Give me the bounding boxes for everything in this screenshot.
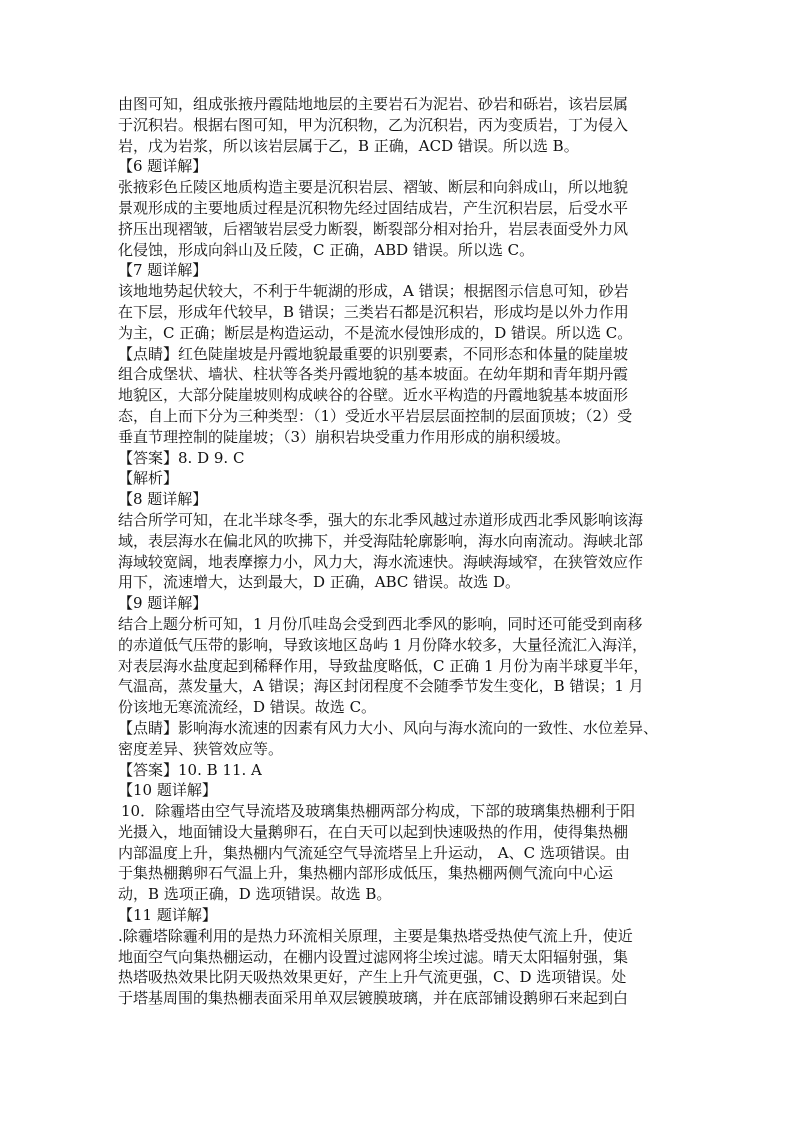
answer-line: 【答案】10. B 11. A xyxy=(118,760,262,779)
text-line: 于塔基周围的集热棚表面采用单双层镀膜玻璃，并在底部铺设鹅卵石来起到白 xyxy=(118,989,629,1008)
text-line: 用下，流速增大，达到最大，D 正确，ABC 错误。故选 D。 xyxy=(118,573,520,592)
text-line: 化侵蚀，形成向斜山及丘陵，C 正确，ABD 错误。所以选 C。 xyxy=(118,240,535,259)
text-line: 结合上题分析可知，1 月份爪哇岛会受到西北季风的影响，同时还可能受到南移 xyxy=(118,614,643,633)
text-line: 态，自上而下分为三种类型：（1）受近水平岩层层面控制的层面顶坡；（2）受 xyxy=(118,406,633,425)
text-line: 内部温度上升，集热棚内气流延空气导流塔呈上升运动， A、C 选项错误。由 xyxy=(118,843,630,862)
text-line: 该地地势起伏较大，不利于牛轭湖的形成，A 错误；根据图示信息可知，砂岩 xyxy=(118,282,629,301)
text-line: 于沉积岩。根据右图可知，甲为沉积物，乙为沉积岩，丙为变质岩，丁为侵入 xyxy=(118,115,629,134)
text-line: 气温高，蒸发量大，A 错误；海区封闭程度不会随季节发生变化，B 错误；1 月 xyxy=(118,677,644,696)
text-line: 动，B 选项正确，D 选项错误。故选 B。 xyxy=(118,885,392,904)
text-line: 岩，戊为岩浆，所以该岩层属于乙，B 正确，ACD 错误。所以选 B。 xyxy=(118,136,579,155)
text-line: 组合成堡状、墙状、柱状等各类丹霞地貌的基本坡面。在幼年期和青年期丹霞 xyxy=(118,365,629,384)
note-line: 【点睛】红色陡崖坡是丹霞地貌最重要的识别要素，不同形态和体量的陡崖坡 xyxy=(118,344,629,363)
text-line: 垂直节理控制的陡崖坡；（3）崩积岩块受重力作用形成的崩积缓坡。 xyxy=(118,427,571,446)
text-line: .除霾塔除霾利用的是热力环流相关原理，主要是集热塔受热使气流上升，使近 xyxy=(118,926,633,945)
text-line: 的赤道低气压带的影响，导致该地区岛屿 1 月份降水较多，大量径流汇入海洋， xyxy=(118,635,648,654)
section-heading: 【10 题详解】 xyxy=(118,781,217,800)
text-line: 结合所学可知，在北半球冬季，强大的东北季风越过赤道形成西北季风影响该海 xyxy=(118,510,644,529)
document-body xyxy=(118,94,678,1009)
text-line: 海域较宽阔，地表摩擦力小，风力大，海水流速快。海峡海域窄，在狭管效应作 xyxy=(118,552,644,571)
text-line: 张掖彩色丘陵区地质构造主要是沉积岩层、褶皱、断层和向斜成山，所以地貌 xyxy=(118,178,629,197)
text-line: 份该地无寒流流经，D 错误。故选 C。 xyxy=(118,698,377,717)
text-line: 挤压出现褶皱，后褶皱岩层受力断裂，断裂部分相对抬升，岩层表面受外力风 xyxy=(118,219,629,238)
text-line: 地面空气向集热棚运动，在棚内设置过滤网将尘埃过滤。晴天太阳辐射强，集 xyxy=(118,947,629,966)
text-line: 由图可知，组成张掖丹霞陆地地层的主要岩石为泥岩、砂岩和砾岩，该岩层属 xyxy=(118,95,629,113)
text-line: 地貌区，大部分陡崖坡则构成峡谷的谷壁。近水平构造的丹霞地貌基本坡面形 xyxy=(118,386,629,405)
text-line: 于集热棚鹅卵石气温上升，集热棚内部形成低压，集热棚两侧气流向中心运 xyxy=(118,864,614,883)
section-heading: 【解析】 xyxy=(118,469,179,488)
text-line: 热塔吸热效果比阴天吸热效果更好，产生上升气流更强，C、D 选项错误。处 xyxy=(118,968,627,987)
text-line: 在下层，形成年代较早，B 错误；三类岩石都是沉积岩，形成均是以外力作用 xyxy=(118,302,629,321)
section-heading: 【9 题详解】 xyxy=(118,594,208,613)
section-heading: 【7 题详解】 xyxy=(118,261,208,280)
text-line: 密度差异、狭管效应等。 xyxy=(118,739,284,758)
text-line: 光摄入，地面铺设大量鹅卵石，在白天可以起到快速吸热的作用，使得集热棚 xyxy=(118,822,629,841)
text-line: 景观形成的主要地质过程是沉积物先经过固结成岩，产生沉积岩层，后受水平 xyxy=(118,198,629,217)
text-line: 为主，C 正确；断层是构造运动，不是流水侵蚀形成的，D 错误。所以选 C。 xyxy=(118,323,633,342)
section-heading: 【6 题详解】 xyxy=(118,157,208,176)
text-line: 对表层海水盐度起到稀释作用，导致盐度略低，C 正确 1 月份为南半球夏半年， xyxy=(118,656,649,675)
text-line: 10．除霾塔由空气导流塔及玻璃集热棚两部分构成，下部的玻璃集热棚利于阳 xyxy=(121,802,636,821)
section-heading: 【11 题详解】 xyxy=(118,906,217,925)
note-line: 【点睛】影响海水流速的因素有风力大小、风向与海水流向的一致性、水位差异、 xyxy=(118,718,659,737)
section-heading: 【8 题详解】 xyxy=(118,490,208,509)
text-line: 域，表层海水在偏北风的吹拂下，并受海陆轮廓影响，海水向南流动。海峡北部 xyxy=(118,531,644,550)
answer-line: 【答案】8. D 9. C xyxy=(118,448,245,467)
